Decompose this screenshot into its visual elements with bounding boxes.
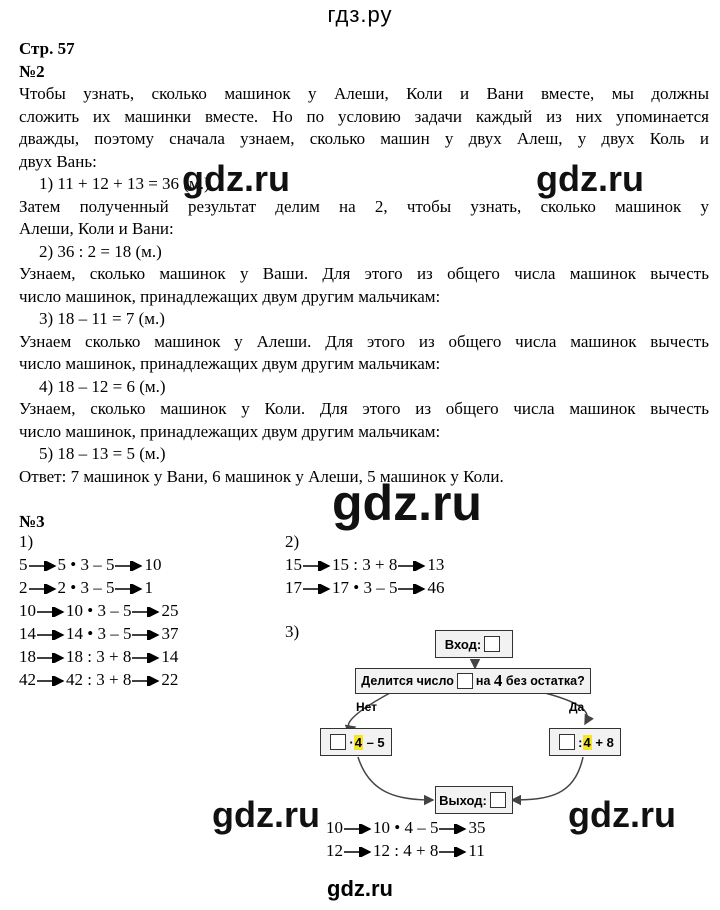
row-operand: 17 [332, 578, 349, 597]
watermark: gdz.ru [182, 158, 290, 199]
row-operand: 3 [97, 601, 106, 620]
row-operand: 10 [373, 818, 390, 837]
row-operator: : [394, 841, 399, 860]
task2-text-line: дважды, поэтому сначала узнаем, сколько машин у двух Алеш, у двух Коль и [19, 129, 709, 148]
row-output: 1 [144, 578, 153, 597]
flow-no-slot [330, 734, 346, 750]
row-operator: • [87, 624, 94, 643]
row-operator: + [374, 555, 385, 574]
row-output: 11 [468, 841, 485, 860]
row-output: 46 [427, 578, 445, 597]
watermark: gdz.ru [568, 794, 676, 835]
row-operand: 42 [66, 670, 83, 689]
flow-no-label: Нет [356, 700, 378, 714]
row-operator: – [93, 578, 102, 597]
row-operand: 8 [388, 555, 398, 574]
arrow-icon [438, 847, 468, 857]
row-operator: + [108, 647, 119, 666]
flow-output-label: Выход: [439, 792, 487, 808]
task2-step-2: 2) 36 : 2 = 18 (м.) [39, 241, 162, 261]
flow-yes-num: 4 [583, 734, 591, 750]
task2-text-line: Узнаем сколько машинок у Алеши. Для этого из общего числа машинок вычесть [19, 331, 709, 351]
flow-input-slot [484, 636, 500, 652]
row-operand: 5 [429, 818, 439, 837]
flow-yes-branch-box [549, 728, 621, 756]
row-operand: 12 [373, 841, 390, 860]
task2-text-line: число машинок, принадлежащих двум другим мальчикам: [19, 354, 441, 373]
row-operand: 5 [57, 555, 66, 574]
row-operator: + [108, 670, 119, 689]
row-operand: 3 [80, 555, 89, 574]
task3-part3-label: 3) [285, 622, 300, 641]
row-input: 17 [285, 578, 302, 597]
row-operand: 8 [122, 647, 132, 666]
row-operand: 3 [97, 624, 106, 643]
row-operand: 3 [80, 578, 89, 597]
row-output: 10 [144, 555, 162, 574]
row-operator: : [87, 670, 92, 689]
row-output: 13 [427, 555, 445, 574]
task2-step-3: 3) 18 – 11 = 7 (м.) [39, 309, 165, 328]
flow-cond-num: 4 [493, 671, 503, 690]
page-number: Стр. 57 [19, 39, 75, 58]
row-input: 18 [19, 647, 36, 666]
row-operand: 5 [388, 578, 398, 597]
row-operator: • [70, 578, 77, 597]
row-output: 14 [161, 647, 179, 666]
task3-number: №3 [19, 512, 45, 531]
expression-row [326, 839, 526, 862]
site-header[interactable]: гдз.ру [327, 2, 393, 27]
row-operand: 4 [404, 818, 413, 837]
task2-text-line: Чтобы узнать, сколько машинок у Алеши, Коли и Вани вместе, мы должны [19, 84, 709, 103]
task3-part1-label: 1) [19, 532, 34, 551]
flow-yes-rest: + 8 [595, 734, 614, 750]
flow-no-num: 4 [354, 734, 362, 750]
row-operator: – [376, 578, 385, 597]
row-operand: 5 [105, 578, 115, 597]
flow-no-op: · [349, 734, 354, 750]
row-input: 2 [19, 578, 28, 597]
flow-input-label: Вход: [444, 636, 482, 652]
row-output: 25 [161, 601, 179, 620]
task2-text-line: Затем полученный результат делим на 2, чтобы узнать, сколько машинок у [19, 196, 709, 216]
flow-output-slot [490, 792, 506, 808]
arrow-icon [438, 824, 468, 834]
task2-text-line: число машинок, принадлежащих двум другим мальчикам: [19, 286, 441, 306]
task2-text-line: Узнаем, сколько машинок у Коли. Для этого из общего числа машинок вычесть [19, 399, 709, 418]
row-output: 37 [161, 624, 179, 643]
row-operand: 3 [96, 647, 105, 666]
row-input: 14 [19, 624, 36, 643]
task2-text-line: число машинок, принадлежащих двум другим мальчикам: [19, 421, 441, 441]
row-operand: 8 [122, 670, 132, 689]
task3-part3-rows [326, 816, 526, 862]
row-operand: 14 [66, 624, 83, 643]
row-operand: 2 [57, 578, 66, 597]
flow-output-box [435, 786, 513, 814]
flow-no-rest: – 5 [366, 734, 385, 750]
task2-text-line: Узнаем, сколько машинок у Ваши. Для этого из общего числа машинок вычесть [19, 264, 709, 283]
arrow-icon [343, 847, 373, 857]
flow-cond-slot [457, 673, 473, 689]
task2-step-5: 5) 18 – 13 = 5 (м.) [39, 444, 166, 463]
flow-input-box [435, 630, 513, 658]
row-operand: 10 [66, 601, 83, 620]
flow-condition-box [355, 668, 591, 694]
row-operator: – [417, 818, 426, 837]
expression-row [326, 816, 526, 839]
row-output: 35 [468, 818, 486, 837]
row-operator: • [394, 818, 401, 837]
flow-cond-post: без остатка? [505, 674, 585, 688]
row-operand: 5 [122, 624, 132, 643]
row-operand: 3 [362, 555, 371, 574]
row-operand: 5 [105, 555, 115, 574]
row-operand: 4 [403, 841, 412, 860]
row-operand: 3 [363, 578, 372, 597]
task2-number: №2 [19, 61, 45, 81]
row-operator: – [110, 601, 119, 620]
row-input: 5 [19, 555, 28, 574]
flow-no-branch-box [320, 728, 392, 756]
row-operator: : [353, 555, 358, 574]
row-input: 15 [285, 555, 302, 574]
flow-yes-slot [559, 734, 575, 750]
row-input: 10 [19, 601, 36, 620]
row-operand: 3 [96, 670, 105, 689]
row-operand: 18 [66, 647, 83, 666]
row-operator: : [87, 647, 92, 666]
watermark: gdz.ru [212, 794, 320, 835]
row-operand: 15 [332, 555, 349, 574]
flow-yes-op: : [578, 734, 583, 750]
row-operator: • [87, 601, 94, 620]
arrow-icon [343, 824, 373, 834]
flow-cond-pre: Делится число [361, 674, 454, 688]
row-input: 42 [19, 670, 36, 689]
task3-part2-label: 2) [285, 532, 300, 551]
row-input: 10 [326, 818, 343, 837]
task2-step-1: 1) 11 + 12 + 13 = 36 (м.) [39, 174, 210, 193]
watermark: gdz.ru [332, 475, 482, 531]
task2-step-4: 4) 18 – 12 = 6 (м.) [39, 376, 166, 396]
task2-answer: Ответ: 7 машинок у Вани, 6 машинок у Алеши, 5 машинок у Коли. [19, 466, 504, 486]
row-operator: – [110, 624, 119, 643]
row-operand: 8 [429, 841, 439, 860]
row-operator: – [93, 555, 102, 574]
task2-text-line: Алеши, Коли и Вани: [19, 219, 174, 238]
row-operator: + [415, 841, 426, 860]
flow-yes-label: Да [569, 700, 585, 714]
row-output: 22 [161, 670, 179, 689]
flow-cond-mid: на [475, 674, 491, 688]
watermark: gdz.ru [536, 158, 644, 199]
row-operator: • [353, 578, 360, 597]
row-operand: 5 [122, 601, 132, 620]
row-operator: • [70, 555, 77, 574]
task2-text-line: сложить их машинки вместе. Но по условию задачи каждый из них упоминается [19, 106, 709, 126]
site-footer: gdz.ru [327, 876, 393, 901]
task2-text-line: двух Вань: [19, 151, 97, 171]
row-input: 12 [326, 841, 343, 860]
